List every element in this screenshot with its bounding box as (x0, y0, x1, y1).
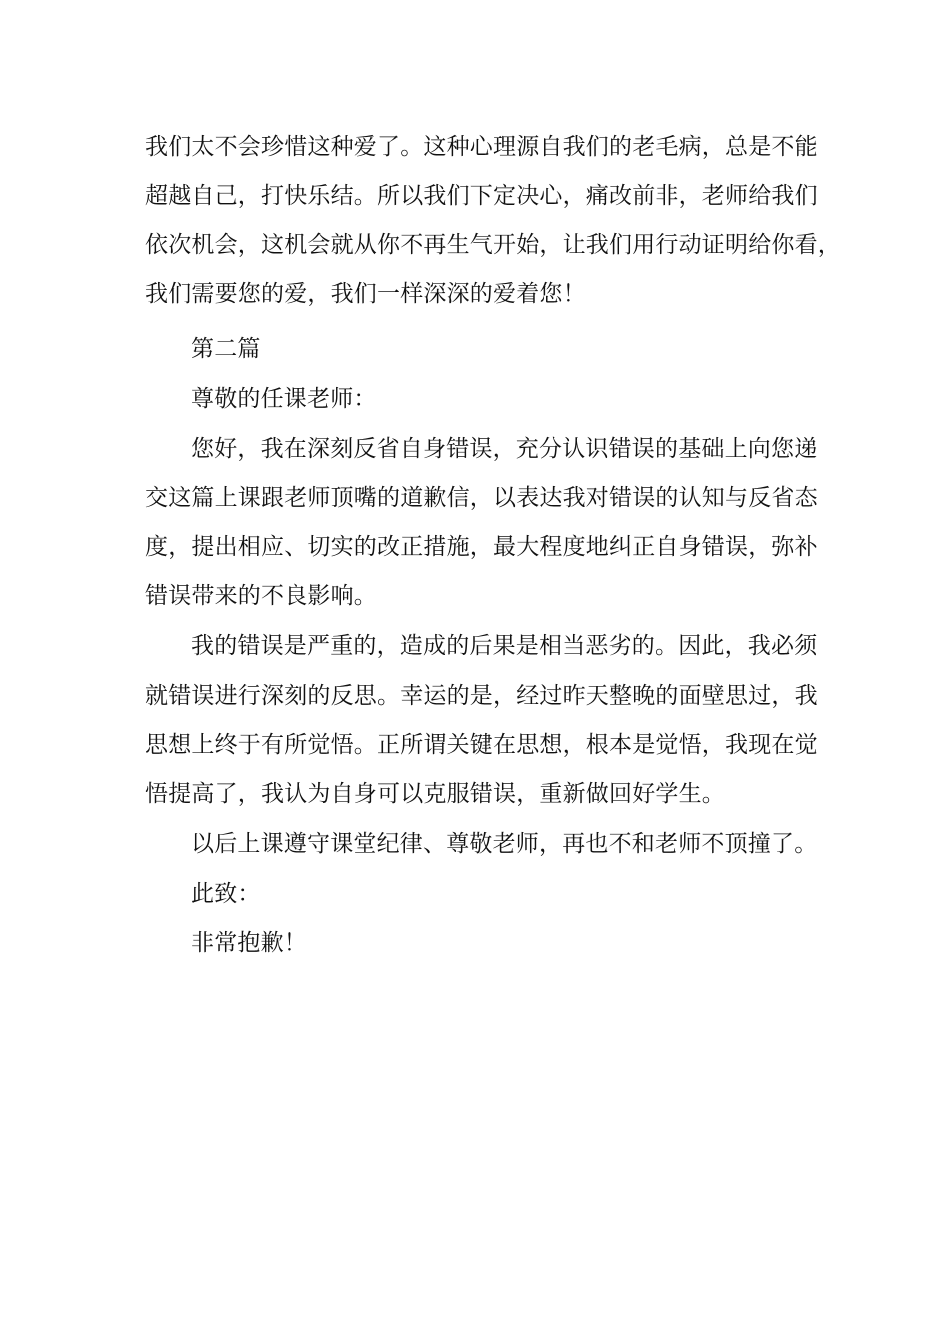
paragraph-line-6: 交这篇上课跟老师顶嘴的道歉信，以表达我对错误的认知与反省态 (145, 485, 818, 511)
paragraph-line-10: 就错误进行深刻的反思。幸运的是，经过昨天整晚的面壁思过，我 (145, 683, 818, 709)
paragraph-line-1: 我们太不会珍惜这种爱了。这种心理源自我们的老毛病，总是不能 (145, 134, 818, 160)
paragraph-line-12: 悟提高了，我认为自身可以克服错误，重新做回好学生。 (145, 781, 725, 807)
paragraph-line-4: 我们需要您的爱，我们一样深深的爱着您！ (145, 281, 586, 307)
paragraph-line-9: 我的错误是严重的，造成的后果是相当恶劣的。因此，我必须 (191, 633, 818, 659)
closing-line: 此致： (191, 881, 261, 907)
section-heading: 第二篇 (191, 336, 261, 362)
paragraph-line-7: 度，提出相应、切实的改正措施，最大程度地纠正自身错误，弥补 (145, 534, 818, 560)
paragraph-line-2: 超越自己，打快乐结。所以我们下定决心，痛改前非，老师给我们 (145, 183, 818, 209)
salutation: 尊敬的任课老师： (191, 386, 377, 412)
closing-apology: 非常抱歉！ (191, 930, 307, 956)
paragraph-line-8: 错误带来的不良影响。 (145, 583, 377, 609)
paragraph-line-5: 您好，我在深刻反省自身错误，充分认识错误的基础上向您递 (191, 436, 818, 462)
paragraph-line-13: 以后上课遵守课堂纪律、尊敬老师，再也不和老师不顶撞了。 (191, 831, 818, 857)
paragraph-line-3: 依次机会，这机会就从你不再生气开始，让我们用行动证明给你看， (145, 232, 841, 258)
paragraph-line-11: 思想上终于有所觉悟。正所谓关键在思想，根本是觉悟，我现在觉 (145, 732, 818, 758)
